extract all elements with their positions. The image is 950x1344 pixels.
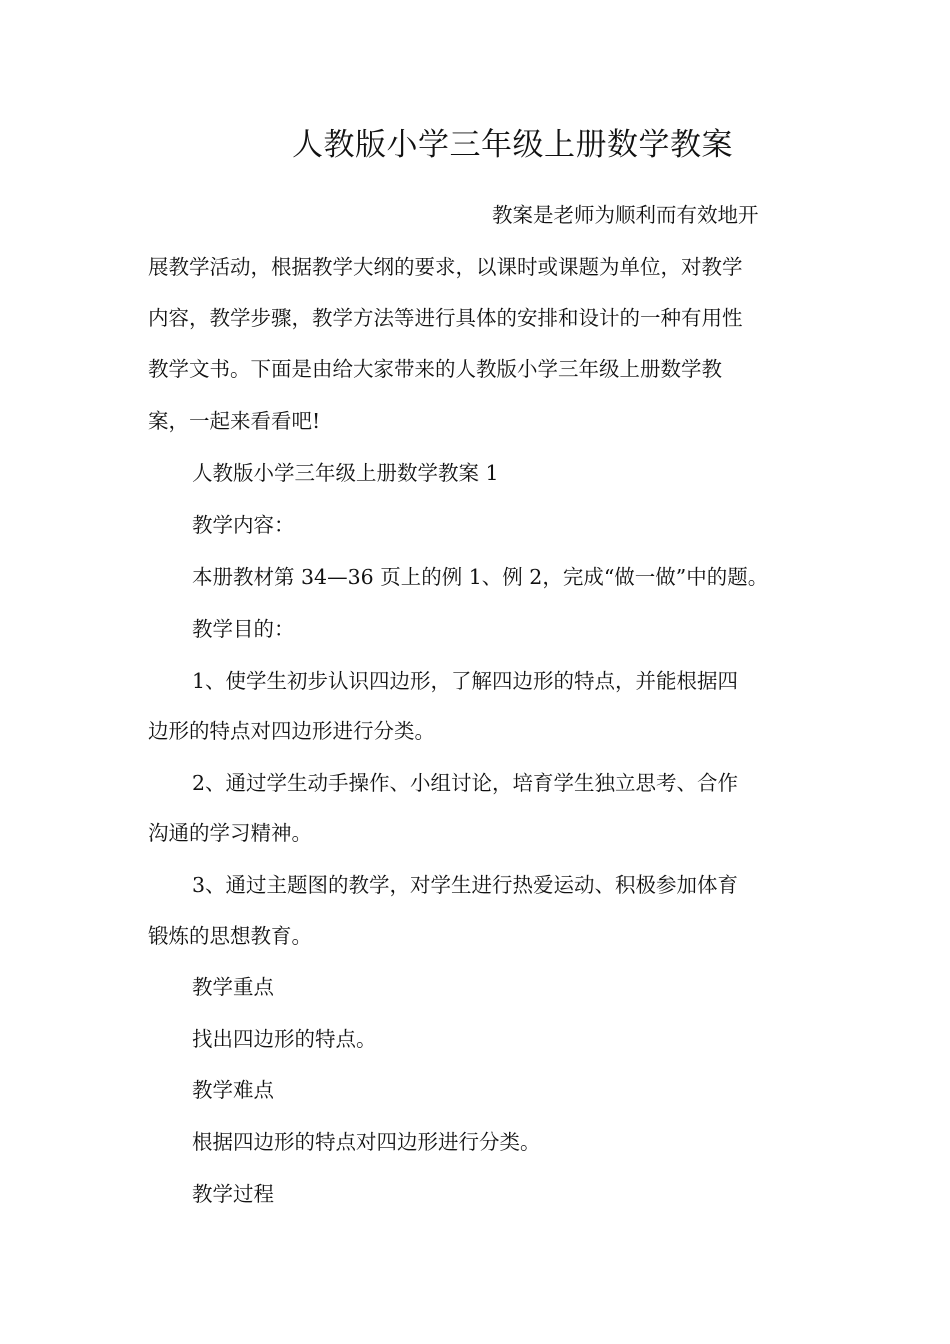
intro-line-3: 内容，教学步骤，教学方法等进行具体的安排和设计的一种有用性 (148, 306, 743, 330)
objective-2-line-1: 2、通过学生动手操作、小组讨论，培育学生独立思考、合作 (192, 771, 739, 795)
objective-1-line-2: 边形的特点对四边形进行分类。 (148, 719, 435, 743)
key-point-text: 找出四边形的特点。 (192, 1027, 377, 1051)
difficulty-text: 根据四边形的特点对四边形进行分类。 (192, 1130, 541, 1154)
intro-line-5: 案，一起来看看吧! (148, 409, 321, 433)
objective-3-line-1: 3、通过主题图的教学，对学生进行热爱运动、积极参加体育 (192, 873, 739, 897)
objective-3-line-2: 锻炼的思想教育。 (148, 924, 312, 948)
content-text: 本册教材第 34—36 页上的例 1、例 2，完成“做一做”中的题。 (192, 565, 769, 589)
objective-1-line-1: 1、使学生初步认识四边形，了解四边形的特点，并能根据四 (192, 669, 739, 693)
process-heading: 教学过程 (192, 1182, 274, 1206)
objectives-heading: 教学目的： (192, 617, 295, 641)
key-point-heading: 教学重点 (192, 975, 274, 999)
intro-line-1: 教案是老师为顺利而有效地开 (492, 203, 759, 227)
document-title: 人教版小学三年级上册数学教案 (292, 127, 733, 163)
section-heading: 人教版小学三年级上册数学教案 1 (192, 461, 499, 485)
intro-line-2: 展教学活动，根据教学大纲的要求，以课时或课题为单位，对教学 (148, 255, 743, 279)
difficulty-heading: 教学难点 (192, 1078, 274, 1102)
intro-line-4: 教学文书。下面是由给大家带来的人教版小学三年级上册数学教 (148, 357, 722, 381)
content-heading: 教学内容： (192, 513, 295, 537)
objective-2-line-2: 沟通的学习精神。 (148, 821, 312, 845)
